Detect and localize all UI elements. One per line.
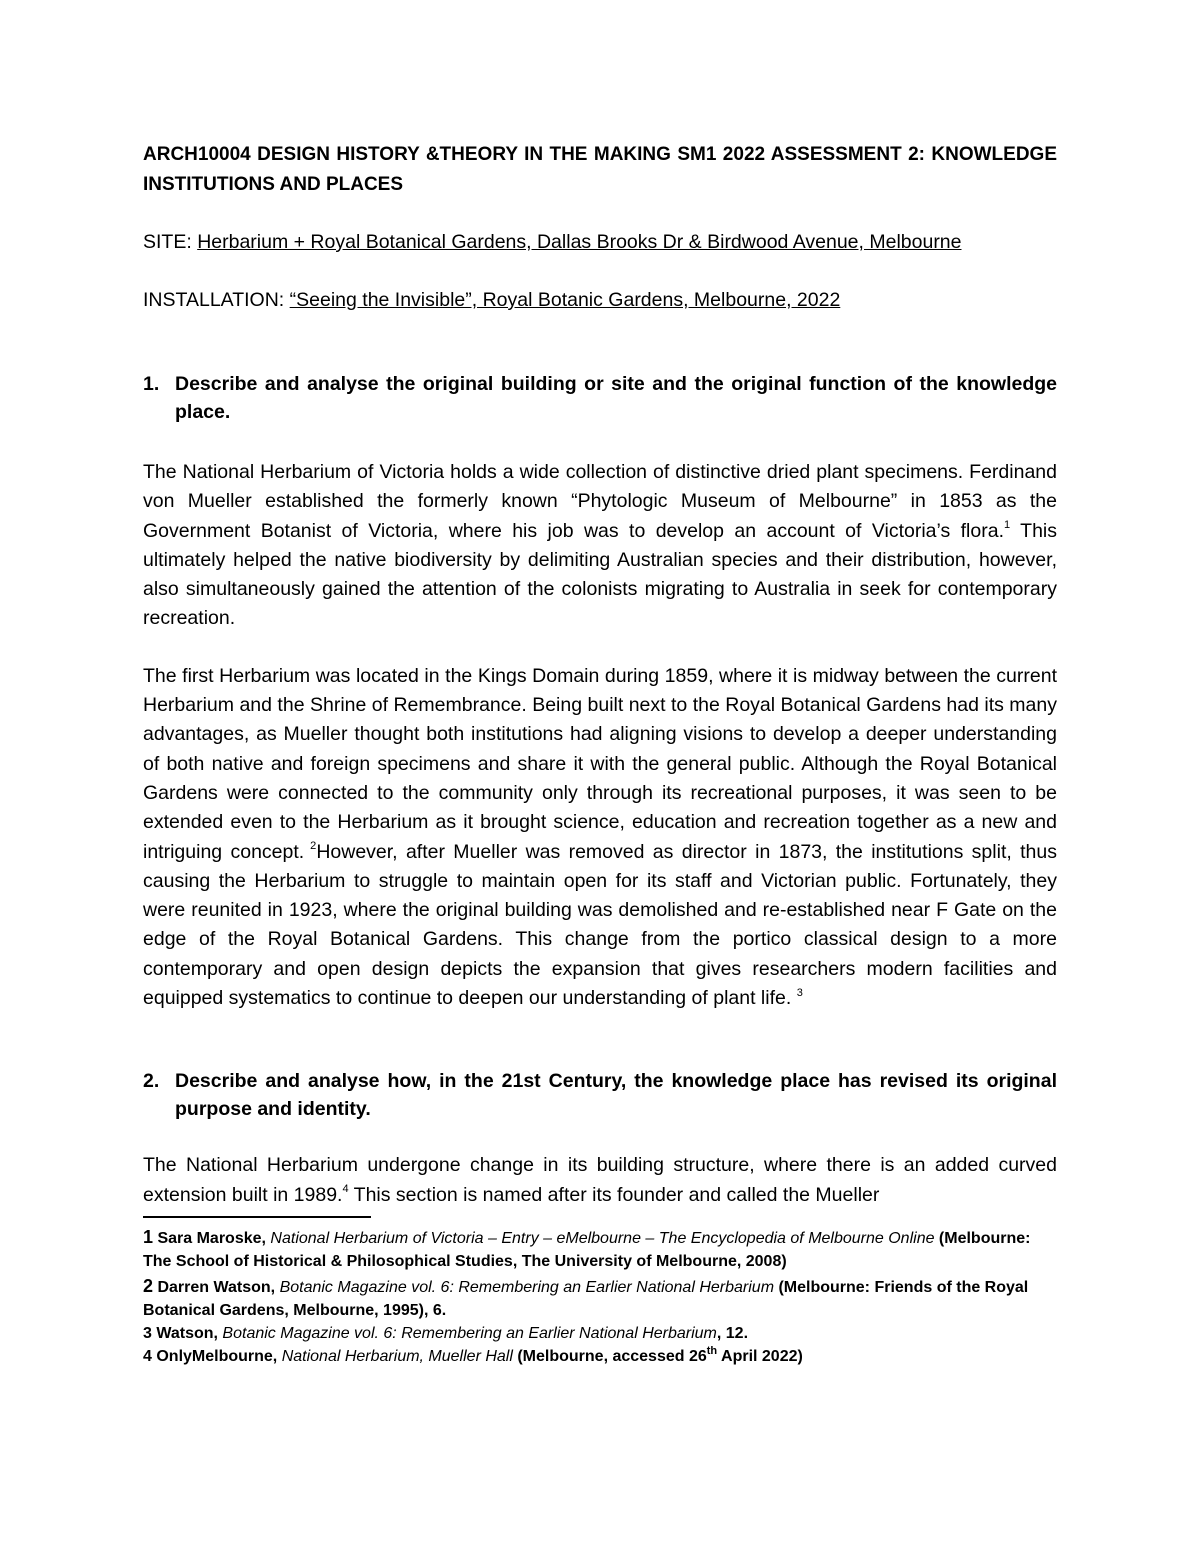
- section-1-number: 1.: [143, 373, 160, 395]
- section-2-heading: [143, 1067, 1057, 1123]
- site-value: Herbarium + Royal Botanical Gardens, Dallas Brooks Dr & Birdwood Avenue, Melbourne: [197, 231, 962, 253]
- footnote-1: [143, 1226, 1057, 1273]
- footnote-source: (Melbourne: The School of Historical & Philosophical Studies, The University of Melbourne, 2008): [143, 1229, 1031, 1270]
- footnote-ref-3: 3: [796, 986, 803, 999]
- footnote-source: , 12.: [716, 1324, 749, 1342]
- footnote-title: Botanic Magazine vol. 6: Remembering an Earlier National Herbarium: [222, 1324, 717, 1342]
- footnote-author: Darren Watson,: [153, 1278, 280, 1296]
- footnote-number: 2: [143, 1275, 154, 1296]
- footnote-title: National Herbarium, Mueller Hall: [281, 1347, 513, 1365]
- footnote-author: Sara Maroske,: [153, 1229, 271, 1247]
- footnote-3: [143, 1322, 1057, 1345]
- section-1-heading: [143, 370, 1057, 426]
- document-title: ARCH10004 DESIGN HISTORY &THEORY IN THE MAKING SM1 2022 ASSESSMENT 2: KNOWLEDGE INSTITUTIONS AND PLACES: [143, 144, 1057, 195]
- section-2-number: 2.: [143, 1070, 160, 1093]
- footnote-ref-1: 1: [1004, 519, 1011, 532]
- paragraph-text: This section is named after its founder and called the Mueller: [348, 1183, 880, 1206]
- site-label: SITE:: [143, 231, 198, 253]
- paragraph-text: The National Herbarium undergone change in its building structure, where there is an added curved extension built in 1989.: [143, 1154, 1057, 1206]
- footnote-author: OnlyMelbourne,: [151, 1347, 282, 1365]
- section-2-paragraph-1: [143, 1151, 1057, 1210]
- section-1-paragraph-2: [143, 662, 1057, 1014]
- section-2-heading-text: Describe and analyse how, in the 21st Century, the knowledge place has revised its original purpose and identity.: [175, 1070, 1057, 1121]
- footnotes: [143, 1226, 1057, 1368]
- paragraph-text: The National Herbarium of Victoria holds a wide collection of distinctive dried plant specimens. Ferdinand von Mueller established the formerly known “Phytologic Museum of Melbourne” in 1853 as the Government Botanist of Victoria, where his job was to develop an account of Victoria’s flora.: [143, 461, 1057, 542]
- footnote-ordinal: th: [706, 1344, 718, 1357]
- footnote-source: (Melbourne, accessed 26: [512, 1347, 707, 1365]
- footnote-title: National Herbarium of Victoria – Entry – eMelbourne – The Encyclopedia of Melbourne Online: [270, 1229, 935, 1247]
- footnote-source: (Melbourne: Friends of the Royal Botanical Gardens, Melbourne, 1995), 6.: [143, 1278, 1029, 1319]
- footnote-4: [143, 1345, 1057, 1368]
- footnote-author: Watson,: [151, 1324, 223, 1342]
- section-1-heading-text: Describe and analyse the original building or site and the original function of the knowledge place.: [175, 373, 1057, 423]
- footnote-ref-4: 4: [342, 1183, 349, 1196]
- paragraph-text: This ultimately helped the native biodiversity by delimiting Australian species and their distribution, however, also simultaneously gained the attention of the colonists migrating to Australia in seek for contemporary recreation.: [143, 519, 1058, 630]
- installation-value: “Seeing the Invisible”, Royal Botanic Gardens, Melbourne, 2022: [289, 289, 841, 311]
- installation-line: [143, 286, 1057, 314]
- footnote-ref-2: 2: [304, 840, 317, 853]
- footnote-separator: [143, 1216, 371, 1218]
- installation-label: INSTALLATION:: [143, 289, 290, 311]
- section-1-paragraph-1: [143, 458, 1057, 634]
- footnote-2: [143, 1275, 1057, 1322]
- paragraph-text: However, after Mueller was removed as director in 1873, the institutions split, thus causing the Herbarium to struggle to maintain open for its staff and Victorian public. Fortunately, they were reunited in 1923, where the original building was demolished and re-established near F Gate on the edge of the Royal Botanical Gardens. This change from the portico classical design to a more contemporary and open design depicts the expansion that gives researchers modern facilities and equipped systematics to continue to deepen our understanding of plant life.: [143, 840, 1057, 1010]
- footnote-number: 1: [143, 1226, 154, 1247]
- footnote-title: Botanic Magazine vol. 6: Remembering an Earlier National Herbarium: [279, 1278, 775, 1296]
- footnote-source: April 2022): [717, 1347, 803, 1365]
- site-line: [143, 228, 1057, 256]
- footnote-number: 3: [143, 1324, 152, 1342]
- document-page: [143, 140, 1057, 1368]
- paragraph-text: The first Herbarium was located in the Kings Domain during 1859, where it is midway between the current Herbarium and the Shrine of Remembrance. Being built next to the Royal Botanical Gardens had its many advantages, as Mueller thought both institutions had aligning visions to develop a deeper understanding of both native and foreign specimens and share it with the general public. Although the Royal Botanical Gardens were connected to the community only through its recreational purposes, it was seen to be extended even to the Herbarium as it brought science, education and recreation together as a new and intriguing concept.: [143, 664, 1057, 863]
- footnote-number: 4: [143, 1347, 152, 1365]
